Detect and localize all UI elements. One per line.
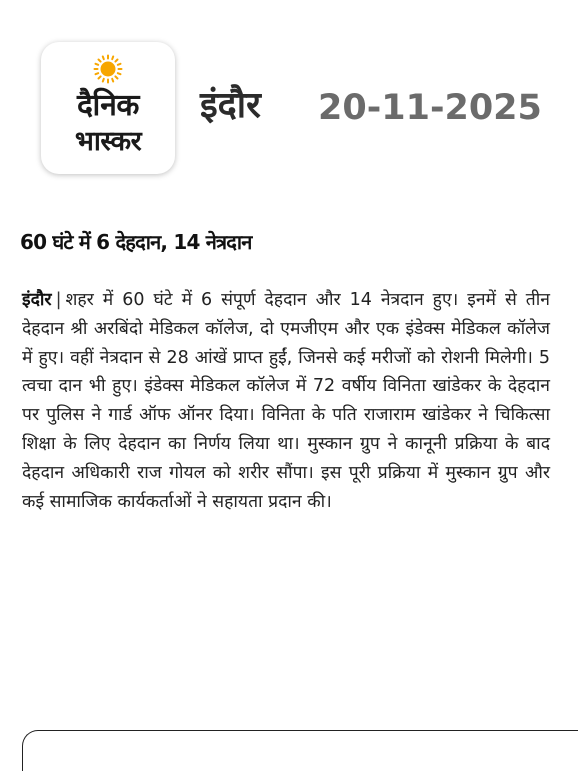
article-body (22, 286, 550, 516)
edition-date: 20-11-2025 (318, 88, 542, 128)
logo-text-bhaskar: भास्कर (74, 126, 142, 157)
article-text: शहर में 60 घंटे में 6 संपूर्ण देहदान और 14 नेत्रदान हुए। इनमें से तीन देहदान श्री अरबिंदो मेडिकल कॉलेज, दो एमजीएम और एक इंडेक्स मेडिकल कॉलेज में हुए। वहीं नेत्रदान से 28 आंखें प्राप्त हुईं, जिनसे कई मरीजों को रोशनी मिलेगी। 5 त्वचा दान भी हुए। इंडेक्स मेडिकल कॉलेज में 72 वर्षीय विनिता खांडेकर के देहदान पर पुलिस ने गार्ड ऑफ ऑनर दिया। विनिता के पति राजाराम खांडेकर ने चिकित्सा शिक्षा के लिए देहदान का निर्णय लिया था। मुस्कान ग्रुप ने कानूनी प्रक्रिया के बाद देहदान अधिकारी राज गोयल को शरीर सौंपा। इस पूरी प्रक्रिया में मुस्कान ग्रुप और कई सामाजिक कार्यकर्ताओं ने सहायता प्रदान की। (22, 290, 550, 512)
article-headline: 60 घंटे में 6 देहदान, 14 नेत्रदान (20, 230, 252, 254)
next-article-frame (22, 730, 578, 771)
dateline-separator: | (55, 290, 62, 310)
edition-city: इंदौर (200, 85, 261, 126)
article-dateline: इंदौर (22, 290, 52, 310)
sun-icon (93, 54, 123, 84)
dainik-bhaskar-logo (41, 42, 175, 174)
logo-text-dainik: दैनिक (77, 88, 139, 123)
